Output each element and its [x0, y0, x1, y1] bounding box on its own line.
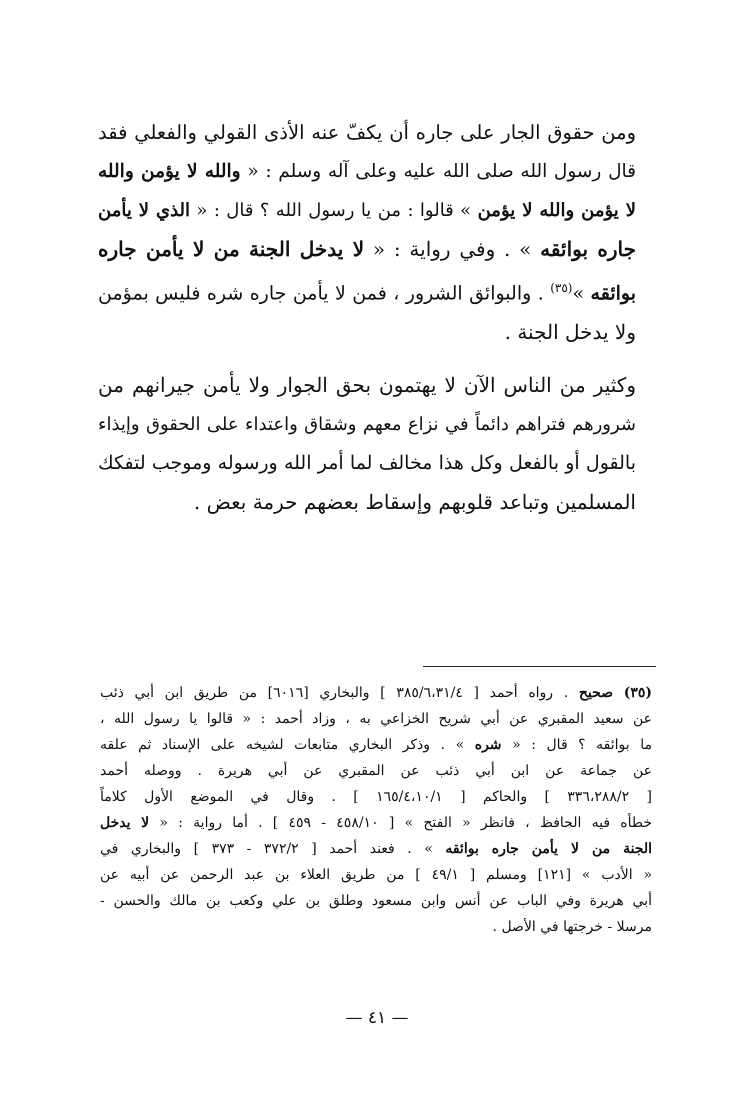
- text-line: ولا يدخل الجنة .: [504, 320, 636, 345]
- footnote-separator: [423, 666, 656, 667]
- footnote-block: [100, 680, 652, 940]
- footnote-reference: (٣٥): [550, 281, 573, 295]
- text-line: لا يؤمن والله لا يؤمن » قالوا : من يا رسول الله ؟ قال : « الذي لا يأمن: [98, 200, 636, 221]
- paragraph-neighbor-rights: [98, 113, 636, 352]
- footnote-line: ما بوائقه ؟ قال : « شره » . وذكر البخاري متابعات لشيخه على الإسناد ثم علقه: [100, 737, 652, 753]
- paragraph-neglect-of-neighbors: [98, 366, 636, 522]
- text-line: وكثير من الناس الآن لا يهتمون بحق الجوار ولا يأمن جيرانهم من: [98, 373, 636, 397]
- footnote-line: عن سعيد المقبري عن أبي شريح الخزاعي به ، وزاد أحمد : « قالوا يا رسول الله ،: [100, 711, 652, 727]
- hadith-quote: بوائقه: [590, 282, 636, 305]
- hadith-quote: الذي لا يأمن: [98, 200, 191, 221]
- footnote-line: (٣٥) صحيح . رواه أحمد [ ٣٨٥/٦،٣١/٤ ] والبخاري [٦٠١٦] من طريق ابن أبي ذئب: [100, 685, 652, 701]
- text-line: بوائقه »$^{(٣٥)}$ . والبوائق الشرور ، فمن لا يأمن جاره شره فليس بمؤمن: [98, 281, 636, 305]
- footnote-line: خطأه فيه الحافظ ، فانظر « الفتح » [ ٤٥٨/١٠ - ٤٥٩ ] . أما رواية : « لا يدخل: [100, 815, 652, 831]
- text-line: ومن حقوق الجار على جاره أن يكفّ عنه الأذى القولي والفعلي فقد: [98, 121, 636, 144]
- footnote-line: « الأدب » [١٢١] ومسلم [ ٤٩/١ ] من طريق العلاء بن عبد الرحمن عن أبيه عن: [100, 867, 652, 883]
- hadith-quote: والله لا يؤمن والله: [98, 161, 241, 182]
- hadith-quote: لا يؤمن والله لا يؤمن: [477, 200, 636, 221]
- footnote-line: الجنة من لا يأمن جاره بوائقه » . فعند أحمد [ ٣٧٢/٢ - ٣٧٣ ] والبخاري في: [100, 841, 652, 857]
- page-number: — ٤١ —: [345, 1008, 409, 1028]
- text-line: المسلمين وتباعد قلوبهم وإسقاط بعضهم حرمة بعض .: [193, 490, 636, 514]
- grading-label: صحيح: [578, 685, 614, 701]
- footnote-line: [ ٣٣٦،٢٨٨/٢ ] والحاكم [ ١٦٥/٤،١٠/١ ] . وقال في الموضع الأول كلاماً: [100, 789, 652, 805]
- text-line: شرورهم فتراهم دائماً في نزاع معهم وشقاق واعتداء على الحقوق وإيذاء: [98, 414, 636, 435]
- hadith-quote: جاره بوائقه: [540, 237, 636, 261]
- footnote-line: أبي هريرة وفي الباب عن أنس وابن مسعود وطلق بن علي وكعب بن مالك والحسن -: [100, 893, 652, 909]
- footnote-line: مرسلا - خرجتها في الأصل .: [492, 919, 652, 935]
- footnote-number: (٣٥): [623, 685, 652, 701]
- text-line: بالقول أو بالفعل وكل هذا مخالف لما أمر الله ورسوله وموجب لتفكك: [98, 452, 636, 474]
- hadith-quote: لا يدخل الجنة من لا يأمن جاره: [98, 237, 365, 261]
- text-line: جاره بوائقه » . وفي رواية : « لا يدخل الجنة من لا يأمن جاره: [98, 237, 636, 261]
- text-line: قال رسول الله صلى الله عليه وعلى آله وسلم : « والله لا يؤمن والله: [98, 161, 636, 182]
- footnote-line: عن جماعة عن ابن أبي ذئب عن المقبري عن أبي هريرة . ووصله أحمد: [100, 763, 652, 779]
